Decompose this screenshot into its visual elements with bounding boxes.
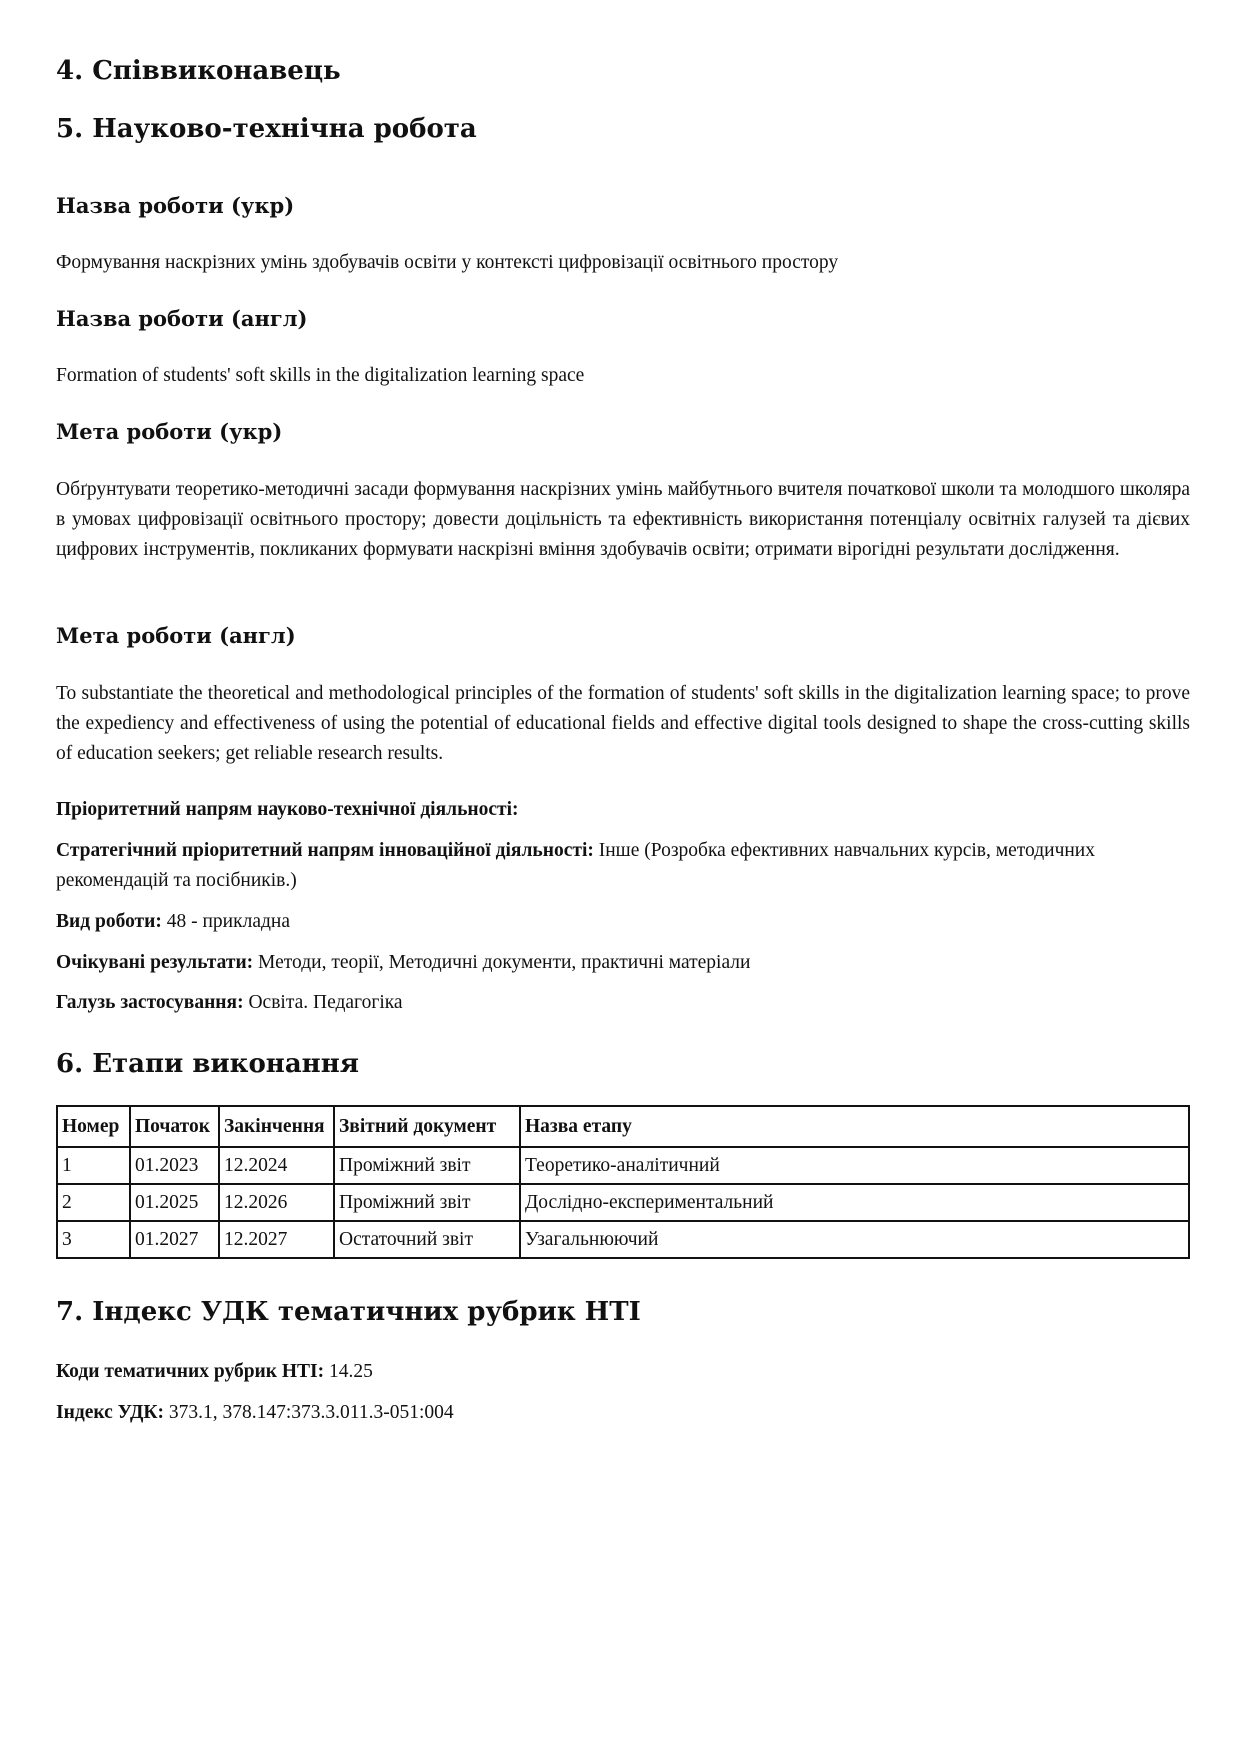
table-cell: Узагальнюючий — [520, 1221, 1189, 1258]
table-cell: 01.2027 — [130, 1221, 219, 1258]
goal-ukr-text: Обґрунтувати теоретико-методичні засади формування наскрізних умінь майбутнього вчителя початкової школи та молодшого школяра в умовах цифровізації освітнього простору; довести доцільність та ефективність використання потенціалу освітніх галузей та дієвих цифрових інструментів, покликаних формувати наскрізні вміння здобувачів освіти; отримати вірогідні результати дослідження. — [56, 479, 1190, 560]
name-eng-text: Formation of students' soft skills in the digitalization learning space — [56, 365, 585, 386]
work-type-field — [56, 907, 1190, 937]
udk-label: Індекс УДК: — [56, 1402, 165, 1423]
table-cell: 3 — [57, 1221, 130, 1258]
table-cell: 01.2023 — [130, 1147, 219, 1184]
table-row — [57, 1221, 1189, 1258]
priority-field — [56, 795, 1190, 825]
table-cell: 1 — [57, 1147, 130, 1184]
table-cell: 2 — [57, 1184, 130, 1221]
name-ukr-heading: Назва роботи (укр) — [56, 193, 295, 218]
results-label: Очікувані результати: — [56, 952, 254, 973]
name-eng-heading: Назва роботи (англ) — [56, 306, 308, 331]
strategic-value: Інше (Розробка ефективних навчальних курсів, методичних рекомендацій та посібників.) — [56, 840, 1095, 891]
work-type-label: Вид роботи: — [56, 911, 162, 932]
priority-label: Пріоритетний напрям науково-технічної діяльності: — [56, 799, 519, 820]
column-header: Звітний документ — [334, 1106, 520, 1147]
table-header-row — [57, 1106, 1189, 1147]
nti-codes-field — [56, 1357, 1190, 1387]
table-cell: 12.2027 — [219, 1221, 334, 1258]
column-header: Початок — [130, 1106, 219, 1147]
nti-codes-label: Коди тематичних рубрик НТІ: — [56, 1361, 325, 1382]
table-cell: 12.2026 — [219, 1184, 334, 1221]
table-cell: 01.2025 — [130, 1184, 219, 1221]
stages-table — [56, 1105, 1190, 1259]
results-value: Методи, теорії, Методичні документи, практичні матеріали — [253, 952, 751, 973]
application-field — [56, 988, 1190, 1018]
table-cell: 12.2024 — [219, 1147, 334, 1184]
table-row — [57, 1184, 1189, 1221]
application-value: Освіта. Педагогіка — [243, 992, 403, 1013]
application-label: Галузь застосування: — [56, 992, 244, 1013]
strategic-field — [56, 836, 1190, 896]
name-ukr-text: Формування наскрізних умінь здобувачів освіти у контексті цифровізації освітнього простору — [56, 252, 839, 273]
table-cell: Остаточний звіт — [334, 1221, 520, 1258]
table-cell: Теоретико-аналітичний — [520, 1147, 1189, 1184]
column-header: Назва етапу — [520, 1106, 1189, 1147]
table-row — [57, 1147, 1189, 1184]
udk-field — [56, 1398, 1190, 1428]
goal-ukr-heading: Мета роботи (укр) — [56, 419, 283, 444]
table-cell: Проміжний звіт — [334, 1147, 520, 1184]
table-cell: Дослідно-експериментальний — [520, 1184, 1189, 1221]
section-6-title: 6. Етапи виконання — [56, 1049, 359, 1079]
column-header: Номер — [57, 1106, 130, 1147]
udk-value: 373.1, 378.147:373.3.011.3-051:004 — [164, 1402, 454, 1423]
nti-codes-value: 14.25 — [324, 1361, 373, 1382]
goal-eng-heading: Мета роботи (англ) — [56, 623, 296, 648]
section-4-title: 4. Співвиконавець — [56, 56, 341, 86]
section-5-title: 5. Науково-технічна робота — [56, 114, 477, 144]
work-type-value: 48 - прикладна — [161, 911, 290, 932]
column-header: Закінчення — [219, 1106, 334, 1147]
strategic-label: Стратегічний пріоритетний напрям інноваційної діяльності: — [56, 840, 594, 861]
goal-eng-text: To substantiate the theoretical and methodological principles of the formation of students' soft skills in the digitalization learning space; to prove the expediency and effectiveness of using the potential of educational fields and effective digital tools designed to shape the cross-cutting skills of education seekers; get reliable research results. — [56, 683, 1190, 764]
table-cell: Проміжний звіт — [334, 1184, 520, 1221]
results-field — [56, 948, 1190, 978]
section-7-title: 7. Індекс УДК тематичних рубрик НТІ — [56, 1297, 641, 1327]
